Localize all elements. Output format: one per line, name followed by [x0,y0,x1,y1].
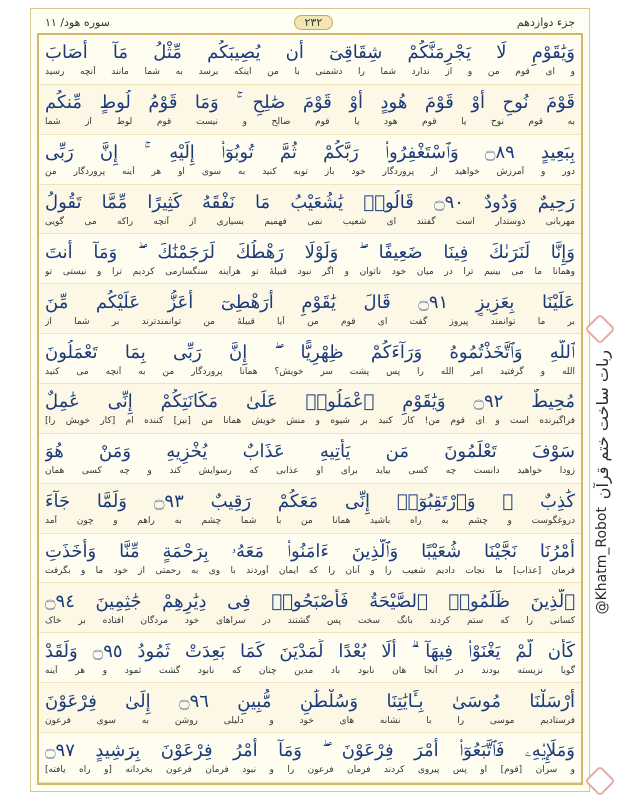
verse-line [39,185,581,235]
verse-lines [39,35,581,783]
verse-line [39,334,581,384]
translation-text: مهربانی دوستدار است گفتند ای شعیب نمی فهمیم بسیاری از آنچه راکه می گویی [45,217,575,227]
translation-text: و ای قوم من و از ندارد شما را دشمنی با من اینکه برسد به شما مانند آنچه رسید [45,67,575,78]
verse-line [39,583,581,633]
arabic-text: أَمْرُنَا نَجَّيْنَا شُعَيْبًا وَٱلَّذِينَ ءَامَنُوا۟ مَعَهُۥ بِرَحْمَةٍ مِّنَّا وَأَخَذَتِ [45,541,575,563]
translation-text: وهمانا ما می بینیم ترا در میان خود ناتوان و اگر نبود قبیلهٔ تو هرآینه سنگسارمی کردیم ترا و نیستی تو [45,266,575,277]
translation-text: دروغگوست و چشم به راه باشید همانا من با شما چشم به راهم و چون آمد [45,516,575,527]
translation-text: فراگیرنده است و ای قوم من! کار کنید بر شیوه و منش خویش همانا من [نیز] کننده ام [کار خویش را] [45,416,575,427]
translation-text: گویا نزیسته بودند در آنجا هان نابود باد مدین چنان که نابود گشت ثمود و هر آینه [45,665,575,676]
arabic-text: ٱللَّهِ وَٱتَّخَذْتُمُوهُ وَرَآءَكُمْ ظِهْرِيًّا ۖ إِنَّ رَبِّى بِمَا تَعْمَلُونَ [45,341,575,363]
verse-line [39,484,581,534]
arabic-text: ٱلَّذِينَ ظَلَمُوا۟ ٱلصَّيْحَةُ فَأَصْبَحُوا۟ فِى دِيَٰرِهِمْ جَٰثِمِينَ ۝٩٤ [45,590,575,612]
arabic-text: عَلَيْنَا بِعَزِيزٍ ۝٩١ قَالَ يَٰقَوْمِ أَرَهْطِىٓ أَعَزُّ عَلَيْكُم مِّنَ [45,291,575,313]
verse-line [39,234,581,284]
translation-text: به قوم نوح یا قوم هود یا قوم صالح و نیست قوم لوط از شما [45,117,575,128]
verse-line [39,135,581,185]
translation-text: زودا خواهید دانست چه کسی بیاید برای او عذابی که رسوایش کند و چه کسی همان [45,466,575,477]
watermark-sidebar [591,350,613,780]
verse-line [39,85,581,135]
verse-line [39,434,581,484]
arabic-text: مُحِيطٌ ۝٩٢ وَيَٰقَوْمِ ٱعْمَلُوا۟ عَلَىٰ مَكَانَتِكُمْ إِنِّى عَٰمِلٌ [45,391,575,413]
verse-line [39,534,581,584]
arabic-text: وَإِنَّا لَنَرَىٰكَ فِينَا ضَعِيفًا ۖ وَلَوْلَا رَهْطُكَ لَرَجَمْنَٰكَ ۖ وَمَآ أَنتَ [45,241,575,263]
arabic-text: سَوْفَ تَعْلَمُونَ مَن يَأْتِيهِ عَذَابٌ يُخْزِيهِ وَمَنْ هُوَ [45,441,575,463]
verse-line [39,35,581,85]
verse-line [39,284,581,334]
verse-line [39,633,581,683]
translation-text: دور و آمرزش خواهید از پروردگار خود باز توبه کنید به سوی او هر آینه پروردگار من [45,167,575,178]
page-number: ۲۳۲ [294,15,334,30]
verse-line [39,384,581,434]
arabic-text: بِبَعِيدٍ ۝٨٩ وَٱسْتَغْفِرُوا۟ رَبَّكُمْ ثُمَّ تُوبُوٓا۟ إِلَيْهِ ۚ إِنَّ رَبِّى [45,142,575,164]
verse-line [39,733,581,783]
watermark-brand: ربات ساخت ختم قرآن [592,350,612,500]
translation-text: بر ما توانمند پیروز گفت ای قوم من آیا قبیلهٔ من توانمندترند بر شما از [45,316,575,327]
juz-label: جزء دوازدهم [516,15,575,29]
translation-text: و سران [قوم] او پس پیروی کردند فرمان فرعون را و نبود فرمان فرعون بخردانه [و راه یافته] [45,765,575,776]
arabic-text: كَٰذِبٌ ۖ وَٱرْتَقِبُوٓا۟ إِنِّى مَعَكُمْ رَقِيبٌ ۝٩٣ وَلَمَّا جَآءَ [45,491,575,513]
verses-frame [37,33,583,785]
translation-text: فرستادیم موسی را با نشانه های خود و دلیلی روشن به سوی فرعون [45,715,575,726]
verse-line [39,683,581,733]
arabic-text: قَوْمَ نُوحٍ أَوْ قَوْمَ هُودٍ أَوْ قَوْمَ صَٰلِحٍ ۚ وَمَا قَوْمُ لُوطٍ مِّنكُم [45,92,575,114]
quran-page [30,8,590,792]
translation-text: فرمان [عذاب] ما نجات دادیم شعیب را و آنان را که ایمان آوردند با وی به رحمتی از خود ما و بگرفت [45,566,575,577]
arabic-text: وَمَلَإِي۟هِۦ فَٱتَّبَعُوٓا۟ أَمْرَ فِرْعَوْنَ ۖ وَمَآ أَمْرُ فِرْعَوْنَ بِرَشِيدٍ ۝٩٧ [45,740,575,762]
arabic-text: كَأَن لَّمْ يَغْنَوْا۟ فِيهَآ ۗ أَلَا بُعْدًا لِّمَدْيَنَ كَمَا بَعِدَتْ ثَمُودُ ۝٩٥ وَلَقَدْ [45,640,575,662]
arabic-text: وَيَٰقَوْمِ لَا يَجْرِمَنَّكُمْ شِقَاقِىٓ أَن يُصِيبَكُم مِّثْلُ مَآ أَصَابَ [45,42,575,64]
page-header [37,11,583,33]
translation-text: الله و گرفتید امر الله را پس پشت سر خویش؟ همانا پروردگار من به آنچه می کنید [45,366,575,377]
arabic-text: أَرْسَلْنَا مُوسَىٰ بِـَٔايَٰتِنَا وَسُلْطَٰنٍ مُّبِينٍ ۝٩٦ إِلَىٰ فِرْعَوْنَ [45,690,575,712]
translation-text: کسانی را که ستم کردند بانگ سخت پس گشتند در سراهای خود مردگان افتاده بر خاک [45,615,575,626]
watermark-handle: @Khatm_Robot [594,507,610,615]
arabic-text: رَحِيمٌ وَدُودٌ ۝٩٠ قَالُوا۟ يَٰشُعَيْبُ مَا نَفْقَهُ كَثِيرًا مِّمَّا تَقُولُ [45,192,575,213]
surah-label: سوره هود/ ۱۱ [45,15,110,29]
